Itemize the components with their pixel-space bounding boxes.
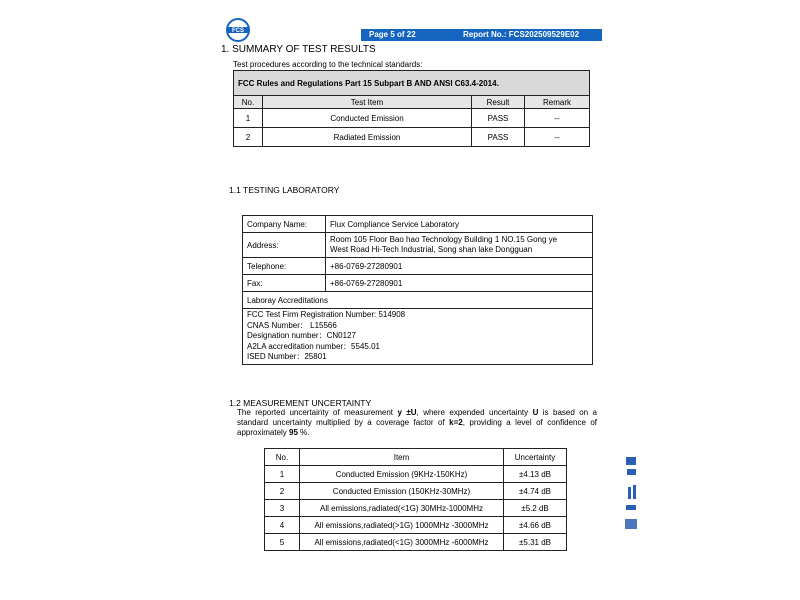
header-bar — [361, 29, 602, 41]
accreditation-item: Designation number：CN0127 — [247, 331, 356, 340]
address-value — [326, 233, 593, 258]
lab-table — [242, 215, 593, 365]
company-value: Flux Compliance Service Laboratory — [326, 216, 593, 233]
company-label: Company Name: — [243, 216, 326, 233]
col-test-item: Test Item — [263, 96, 472, 109]
para-bold: k=2 — [449, 418, 463, 427]
table-row — [234, 128, 590, 147]
col-uncertainty: Uncertainty — [504, 449, 567, 466]
row-result: PASS — [472, 109, 525, 128]
para-bold: 95 — [289, 428, 298, 437]
row-remark: -- — [525, 109, 590, 128]
col-no: No. — [265, 449, 300, 466]
fax-value: +86-0769-27280901 — [326, 275, 593, 292]
table-row — [265, 500, 567, 517]
uncertainty-paragraph — [237, 408, 597, 438]
row-no: 5 — [265, 534, 300, 551]
row-value: ±4.66 dB — [504, 517, 567, 534]
row-value: ±4.13 dB — [504, 466, 567, 483]
row-item: All emissions,radiated(<1G) 30MHz-1000MHz — [300, 500, 504, 517]
accreditations-list — [243, 309, 593, 365]
para-text: , where expended uncertainty — [416, 408, 533, 417]
row-no: 1 — [265, 466, 300, 483]
col-remark: Remark — [525, 96, 590, 109]
accreditation-item: CNAS Number： L15566 — [247, 320, 337, 330]
section-title-summary: 1. SUMMARY OF TEST RESULTS — [221, 44, 376, 55]
standard-title: FCC Rules and Regulations Part 15 Subpart B AND ANSI C63.4-2014. — [234, 71, 590, 96]
row-result: PASS — [472, 128, 525, 147]
accreditation-item: ISED Number：25801 — [247, 352, 327, 361]
row-value: ±5.2 dB — [504, 500, 567, 517]
col-item: Item — [300, 449, 504, 466]
summary-intro: Test procedures according to the technical standards: — [233, 60, 423, 69]
para-bold: y ±U — [397, 408, 417, 417]
para-text: , providing a level of confidence of approximately — [237, 418, 598, 437]
company-logo — [226, 18, 250, 42]
row-remark: -- — [525, 128, 590, 147]
row-no: 2 — [265, 483, 300, 500]
report-number: Report No.: FCS202509529E02 — [463, 30, 580, 39]
section-title-lab: 1.1 TESTING LABORATORY — [229, 185, 340, 195]
address-line-2: West Road Hi-Tech Industrial, Song shan lake Dongguan — [330, 245, 533, 254]
accreditations-label: Laboray Accreditations — [243, 292, 593, 309]
accreditation-item: FCC Test Firm Registration Number: 514908 — [247, 310, 406, 319]
accreditation-item: A2LA accreditation number：5545.01 — [247, 341, 380, 351]
logo-text: FCS — [232, 28, 244, 34]
row-item: All emissions,radiated(<1G) 3000MHz -6000MHz — [300, 534, 504, 551]
row-item: Conducted Emission — [263, 109, 472, 128]
row-no: 2 — [234, 128, 263, 147]
col-result: Result — [472, 96, 525, 109]
page-number: Page 5 of 22 — [369, 30, 416, 39]
row-item: Radiated Emission — [263, 128, 472, 147]
table-row — [265, 534, 567, 551]
telephone-label: Telephone: — [243, 258, 326, 275]
table-row — [265, 517, 567, 534]
table-row — [234, 109, 590, 128]
para-bold: U — [532, 408, 539, 417]
para-text: %. — [297, 428, 310, 437]
address-line-1: Room 105 Floor Bao hao Technology Building 1 NO.15 Gong ye — [330, 235, 558, 244]
row-no: 1 — [234, 109, 263, 128]
uncertainty-table — [264, 448, 567, 551]
row-item: Conducted Emission (9KHz-150KHz) — [300, 466, 504, 483]
section-title-uncertainty: 1.2 MEASUREMENT UNCERTAINTY — [229, 398, 372, 408]
summary-table — [233, 70, 590, 147]
address-label: Address: — [243, 233, 326, 258]
para-text: The reported uncertainty of measurement — [237, 408, 398, 417]
fax-label: Fax: — [243, 275, 326, 292]
row-item: All emissions,radiated(>1G) 1000MHz -3000MHz — [300, 517, 504, 534]
telephone-value: +86-0769-27280901 — [326, 258, 593, 275]
row-no: 4 — [265, 517, 300, 534]
table-row — [265, 483, 567, 500]
row-no: 3 — [265, 500, 300, 517]
row-item: Conducted Emission (150KHz-30MHz) — [300, 483, 504, 500]
table-row — [265, 466, 567, 483]
seal-stamp-fragment — [624, 455, 638, 535]
row-value: ±4.74 dB — [504, 483, 567, 500]
para-text: is based on a standard uncertainty multiplied by a coverage factor of — [237, 408, 597, 427]
col-no: No. — [234, 96, 263, 109]
row-value: ±5.31 dB — [504, 534, 567, 551]
